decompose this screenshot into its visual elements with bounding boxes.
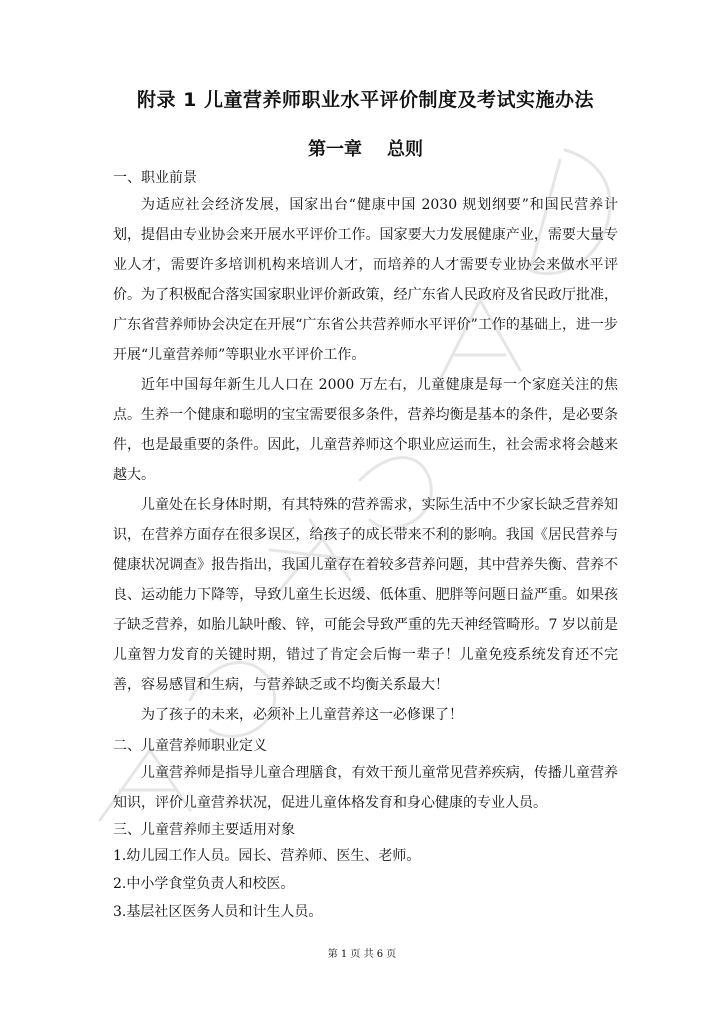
paragraph: 为了孩子的未来，必须补上儿童营养这一必修课了！ (141, 707, 463, 723)
paragraph: 近年中国每年新生儿人口在 2000 万左右，儿童健康是每一个家庭关注的焦点。生养一个健康和聪明的宝宝需要很多条件，营养均衡是基本的条件，是必要条件，也是最重要的条件。因此，儿童营养师这个职业应运而生，社会需求将会越来越大。 (113, 377, 618, 483)
list-item: 2.中小学食堂负责人和校医。 (113, 876, 295, 892)
document-body (113, 86, 618, 926)
paragraph: 儿童处在长身体时期，有其特殊的营养需求，实际生活中不少家长缺乏营养知识，在营养方面存在很多误区，给孩子的成长带来不利的影响。我国《居民营养与健康状况调查》报告指出，我国儿童存在着较多营养问题，其中营养失衡、营养不良、运动能力下降等，导致儿童生长迟缓、低体重、肥胖等问题日益严重。如果孩子缺乏营养，如胎儿缺叶酸、锌，可能会导致严重的先天神经管畸形。7 岁以前是儿童智力发育的关键时期，错过了肯定会后悔一辈子！儿童免疫系统发育还不完善，容易感冒和生病，与营养缺乏或不均衡关系最大！ (113, 497, 618, 693)
section-heading: 一、职业前景 (113, 170, 197, 186)
paragraph: 为适应社会经济发展，国家出台“健康中国 2030 规划纲要”和国民营养计划，提倡由专业协会来开展水平评价工作。国家要大力发展健康产业，需要大量专业人才，需要许多培训机构来培训人才，而培养的人才需要专业协会来做水平评价。为了积极配合落实国家职业评价新政策，经广东省人民政府及省民政厅批准，广东省营养师协会决定在开展“广东省公共营养师水平评价”工作的基础上，进一步开展“儿童营养师”等职业水平评价工作。 (113, 197, 618, 363)
page-footer: 第 1 页 共 6 页 (327, 949, 397, 960)
section-heading: 三、儿童营养师主要适用对象 (113, 822, 295, 838)
paragraph: 儿童营养师是指导儿童合理膳食，有效干预儿童常见营养疾病，传播儿童营养知识，评价儿童营养状况，促进儿童体格发育和身心健康的专业人员。 (113, 765, 618, 811)
chapter-title: 第一章 总则 (307, 139, 424, 160)
section-heading: 二、儿童营养师职业定义 (113, 738, 267, 754)
document-title: 附录 1 儿童营养师职业水平评价制度及考试实施办法 (137, 89, 594, 111)
list-item: 1.幼儿园工作人员。园长、营养师、医生、老师。 (113, 848, 421, 864)
list-item: 3.基层社区医务人员和计生人员。 (113, 904, 323, 920)
